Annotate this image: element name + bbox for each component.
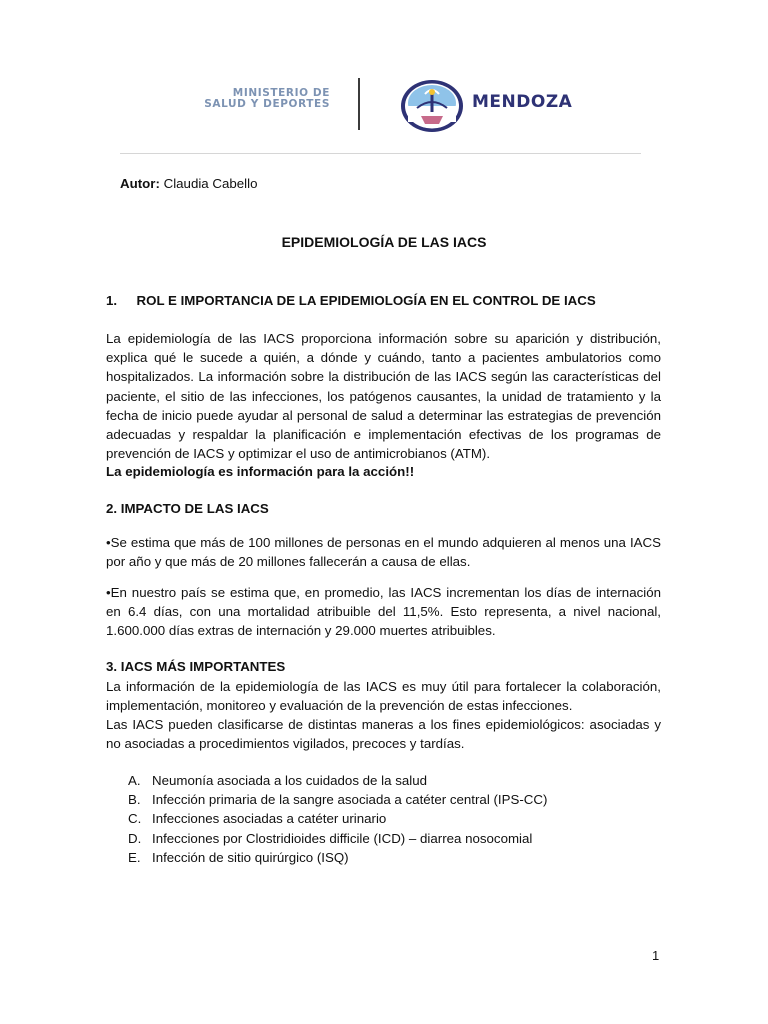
- section-3-body-2: Las IACS pueden clasificarse de distintas maneras a los fines epidemiológicos: asociadas y no asociadas a procedimientos vigilados, precoces y tardías.: [106, 717, 661, 752]
- section-1-title: ROL E IMPORTANCIA DE LA EPIDEMIOLOGÍA EN EL CONTROL DE IACS: [136, 293, 596, 308]
- section-1-number: 1.: [106, 293, 118, 308]
- section-2-bullet-2: •En nuestro país se estima que, en promedio, las IACS incrementan los días de internación en 6.4 días, con una mortalidad atribuible del 11,5%. Esto representa, a nivel nacional, 1.600.000 días extras de internación y 29.000 muertes atribuibles.: [106, 585, 661, 639]
- mendoza-provincial-seal-icon: [399, 78, 465, 134]
- section-3-body-1: La información de la epidemiología de las IACS es muy útil para fortalecer la colaboración, implementación, monitoreo y evaluación de la prevención de estas infecciones.: [106, 679, 661, 714]
- list-item-text: Infección de sitio quirúrgico (ISQ): [152, 849, 349, 865]
- section-1-body: La epidemiología de las IACS proporciona información sobre su aparición y distribución, explica qué le sucede a quién, a dónde y cuándo, tanto a pacientes ambulatorios como hospitalizados. La información sobre la distribución de las IACS según las características del paciente, el sitio de las infecciones, los patógenos causantes, la unidad de tratamiento y la fecha de inicio puede ayudar al personal de salud a determinar las estrategias de prevención adecuadas y respaldar la planificación e implementación efectivas de los programas de prevención de IACS y optimizar el uso de antimicrobianos (ATM).: [106, 331, 661, 462]
- list-item: [128, 790, 547, 809]
- document-header: [0, 0, 768, 160]
- ministry-line-1: MINISTERIO DE: [232, 87, 330, 99]
- list-item-text: Infecciones asociadas a catéter urinario: [152, 811, 387, 827]
- list-item-marker: D.: [128, 830, 142, 846]
- section-2-bullet-1: •Se estima que más de 100 millones de personas en el mundo adquieren al menos una IACS por año y que más de 20 millones fallecerán a causa de ellas.: [106, 535, 661, 570]
- section-2-heading: 2. IMPACTO DE LAS IACS: [106, 501, 269, 516]
- list-item-marker: B.: [128, 792, 141, 808]
- header-rule: [120, 153, 641, 154]
- iacs-list: [128, 771, 547, 867]
- section-3-heading: 3. IACS MÁS IMPORTANTES: [106, 659, 286, 674]
- list-item: [128, 848, 547, 867]
- page-number: 1: [652, 948, 660, 963]
- list-item: [128, 809, 547, 828]
- section-1-emphasis: La epidemiología es información para la acción!!: [106, 464, 415, 479]
- author-label: Autor:: [120, 176, 160, 191]
- list-item: [128, 771, 547, 790]
- list-item-text: Infección primaria de la sangre asociada a catéter central (IPS-CC): [152, 792, 548, 808]
- list-item-marker: E.: [128, 849, 141, 865]
- ministry-logo-text: [170, 88, 330, 110]
- list-item-text: Infecciones por Clostridioides difficile (ICD) – diarrea nosocomial: [152, 830, 533, 846]
- author-name: Claudia Cabello: [163, 176, 258, 191]
- list-item: [128, 829, 547, 848]
- author-line: [120, 176, 257, 191]
- document-title: EPIDEMIOLOGÍA DE LAS IACS: [281, 234, 487, 250]
- list-item-text: Neumonía asociada a los cuidados de la salud: [152, 773, 427, 788]
- list-item-marker: A.: [128, 773, 141, 788]
- section-1-heading: [106, 293, 596, 308]
- list-item-marker: C.: [128, 811, 142, 827]
- header-divider: [358, 78, 360, 130]
- ministry-line-2: SALUD Y DEPORTES: [204, 98, 330, 110]
- province-logo-text: MENDOZA: [472, 92, 573, 112]
